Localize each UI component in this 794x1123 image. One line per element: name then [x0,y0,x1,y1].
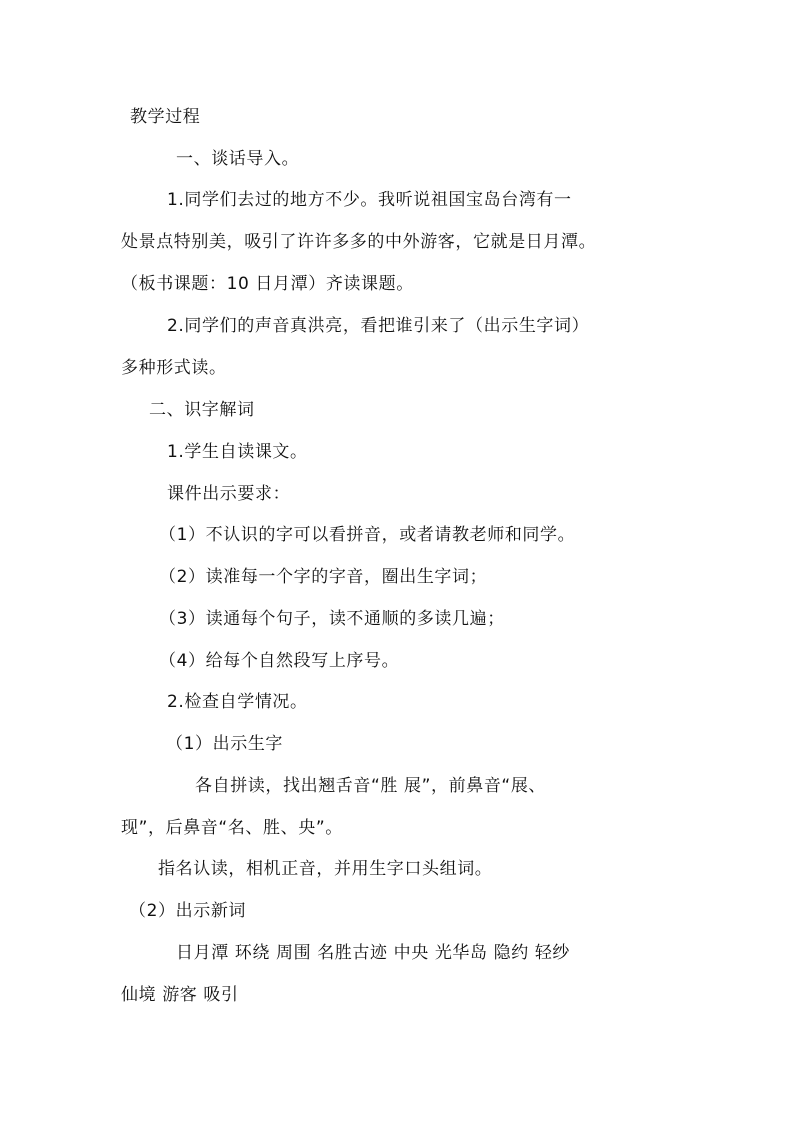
paragraph-line: 现”，后鼻音“名、胜、央”。 [121,818,343,838]
list-item: （2）读准每一个字的字音，圈出生字词； [159,567,488,587]
heading-part-one: 一、谈话导入。 [176,149,300,169]
subheading-show-new-words: （2）出示新词 [129,901,247,921]
section-heading-teaching-process: 教学过程 [130,107,201,127]
word-list-line: 仙境 游客 吸引 [121,985,239,1005]
word-list-line: 日月潭 环绕 周围 名胜古迹 中央 光华岛 隐约 轻纱 [176,943,571,963]
list-item: （1）不认识的字可以看拼音，或者请教老师和同学。 [159,525,576,545]
paragraph-line: 指名认读，相机正音，并用生字口头组词。 [158,859,493,879]
list-item: （4）给每个自然段写上序号。 [159,651,400,671]
paragraph-line: （板书课题：10 日月潭）齐读课题。 [121,274,414,294]
subheading-show-characters: （1）出示生字 [166,734,284,754]
paragraph-line: 处景点特别美，吸引了许许多多的中外游客，它就是日月潭。 [121,232,597,252]
paragraph-line: 各自拼读，找出翘舌音“胜 展”，前鼻音“展、 [195,776,547,796]
paragraph-line: 多种形式读。 [121,358,227,378]
paragraph-line: 2.同学们的声音真洪亮，看把谁引来了（出示生字词） [167,316,590,336]
list-item: （3）读通每个句子，读不通顺的多读几遍； [159,609,505,629]
paragraph-line: 2.检查自学情况。 [167,692,308,712]
paragraph-line: 1.学生自读课文。 [167,442,308,462]
paragraph-line: 课件出示要求： [167,484,291,504]
heading-part-two: 二、识字解词 [149,400,255,420]
paragraph-line: 1.同学们去过的地方不少。我听说祖国宝岛台湾有一 [167,190,572,210]
